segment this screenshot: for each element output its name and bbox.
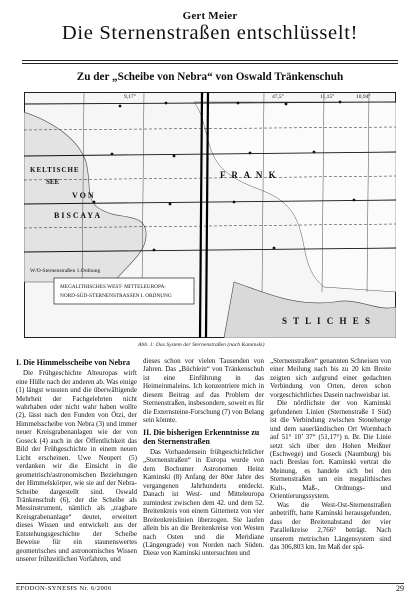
article-subtitle: Zu der „Scheibe von Nebra“ von Oswald Tränkenschuh — [76, 71, 344, 83]
section-heading-1: I. Die Himmelsscheibe von Nebra — [16, 358, 130, 367]
label-pct1: 47,5° — [272, 94, 284, 100]
sternenstrassen-map — [24, 92, 396, 338]
label-see: SEE — [46, 178, 60, 186]
text-column-3 — [270, 357, 391, 581]
label-pct3: 10,94° — [356, 94, 371, 100]
page-number: 29 — [396, 584, 404, 593]
article-header — [22, 10, 398, 43]
legend-line-2: NORD-SÜD-STERNENSTRASSEN I. ORDNUNG — [60, 293, 172, 299]
label-pct2: 11,15° — [320, 94, 335, 100]
article-title: Die Sternenstraßen entschlüsselt! — [61, 22, 359, 44]
title-rule-bottom — [22, 63, 398, 64]
label-biscaya: B I S C A Y A — [54, 211, 101, 220]
footer-publication: EFODON-SYNESIS Nr. 6/2006 — [16, 585, 112, 592]
label-keltische: KELTISCHE — [30, 166, 80, 174]
footer-rule — [16, 583, 404, 584]
label-stlich: S T L I C H E S — [282, 316, 372, 326]
text-column-2 — [143, 357, 264, 581]
paragraph: „Sternenstraßen“ genannten Schneisen von einer Meilung nach bis zu 20 km Breite zeigten sich aufgrund einer gedachten Verbindung von Orten, deren schon vorgeschichtliches Dasein nachweisbar ist. — [270, 357, 391, 399]
label-frank: F R A N K — [220, 170, 278, 180]
label-von: V O N — [72, 191, 94, 200]
paragraph: Was die West-Ost-Sternenstraßen anbetrifft, hatte Kaminski herausgefunden, dass der Breitenabstand der vier Parallelkreise 2,766° beträgt. Nach unserem metrischen Längensystem sind das 306,803 km. Im Maß der spä- — [270, 500, 391, 551]
author-name: Gert Meier — [182, 10, 238, 22]
paragraph: Die nördlichste der von Kaminski gefundenen Linien (Sternenstraße I Süd) ist die Verbindung zwischen Stonehenge und dem sauerländischen Ort Wormbach auf 51° 10’ 37“ (51,17°) n. Br. Die Linie setzt sich über den Hohen Meißner (Eschwege) und Goseck (Naumburg) bis nach Breslau fort. Kaminski vertrat die Meinung, es handele sich bei den Sternenstraßen um ein megalithisches Kult-, Maß-, Ordnungs- und Orientierungssystem. — [270, 399, 391, 501]
text-column-1 — [16, 357, 137, 581]
paragraph: Die Frühgeschichte Alteuropas wirft eine Hülle nach der anderen ab. Was einige (1) längst wussten und die überwältigende Mehrheit der Fachgelehrten nicht wahrhaben oder nicht wahr haben wollte (2), lässt nach den Funden von Ötzi, der Himmelsscheibe von Nebra (3) und immer neuer Kreisgrabenanlagen wie der von Goseck (4) auch in der Öffentlichkeit das Bild der Frühgeschichte in einem neuen Licht erscheinen. Uwe Neupert (5) verdanken wir die Einsicht in die geometrisch/astronomischen Beziehungen der Himmelskörper, wie sie auf der Nebra-Scheibe dargestellt sind. Oswald Tränkenschuh (6), der die Scheibe als Messinstrument, nämlich als „tragbare Kreisgrabenanlage“ deutet, erweitert dieses Wissen und entwickelt aus der Entstehungsgeschichte der Scheibe Beweise für ein staunenswertes geometrisches und astronomisches Wissen unserer frühzeitlichen Vorfahren, und — [16, 369, 137, 564]
title-rule-top — [22, 60, 398, 61]
legend-line-1: MEGALITHISCHES WEST- MITTELEUROPA- — [60, 284, 167, 290]
figure-caption: Abb. 1: Das System der Sternenstraßen (nach Kaminski) — [138, 342, 265, 348]
map-legend-box — [54, 278, 194, 304]
label-ordnung: W/O-Sternenstraßen 1.Ordnung — [30, 268, 101, 274]
paragraph: Das Vorhandensein frühgeschichtlicher „Sternenstraßen“ in Europa wurde von dem Bochumer Astronomen Heinz Kaminski (8) Anfang der 80er Jahre des vergangenen Jahrhunderts entdeckt. Danach ist West- und Mitteleuropa zumindest zwischen dem 42. und dem 52. Breitenkreis von einem Gitternetz von vier Breitenkreislinien überzogen. Sie laufen allein bis an die Breitenkreise von Westen nach Osten und die Meridiane (Längengrade) von Norden nach Süden. Diese von Kaminski untersuchten und — [143, 448, 264, 558]
label-pct4: 9,17° — [124, 94, 136, 100]
section-heading-2: II. Die bisherigen Erkenntnisse zu den Sternenstraßen — [143, 427, 260, 446]
paragraph: dieses schon vor vielen Tausenden von Jahren. Das „Büchlein“ von Tränkenschuh ist eine Einführung in das Heimeinmaleins. Ich konzentriere mich in diesem Beitrag auf das Problem der Sternenstraßen, insbesondere, soweit es für die Externsteine-Forschung (7) von Belang sein könnte. — [143, 357, 264, 425]
